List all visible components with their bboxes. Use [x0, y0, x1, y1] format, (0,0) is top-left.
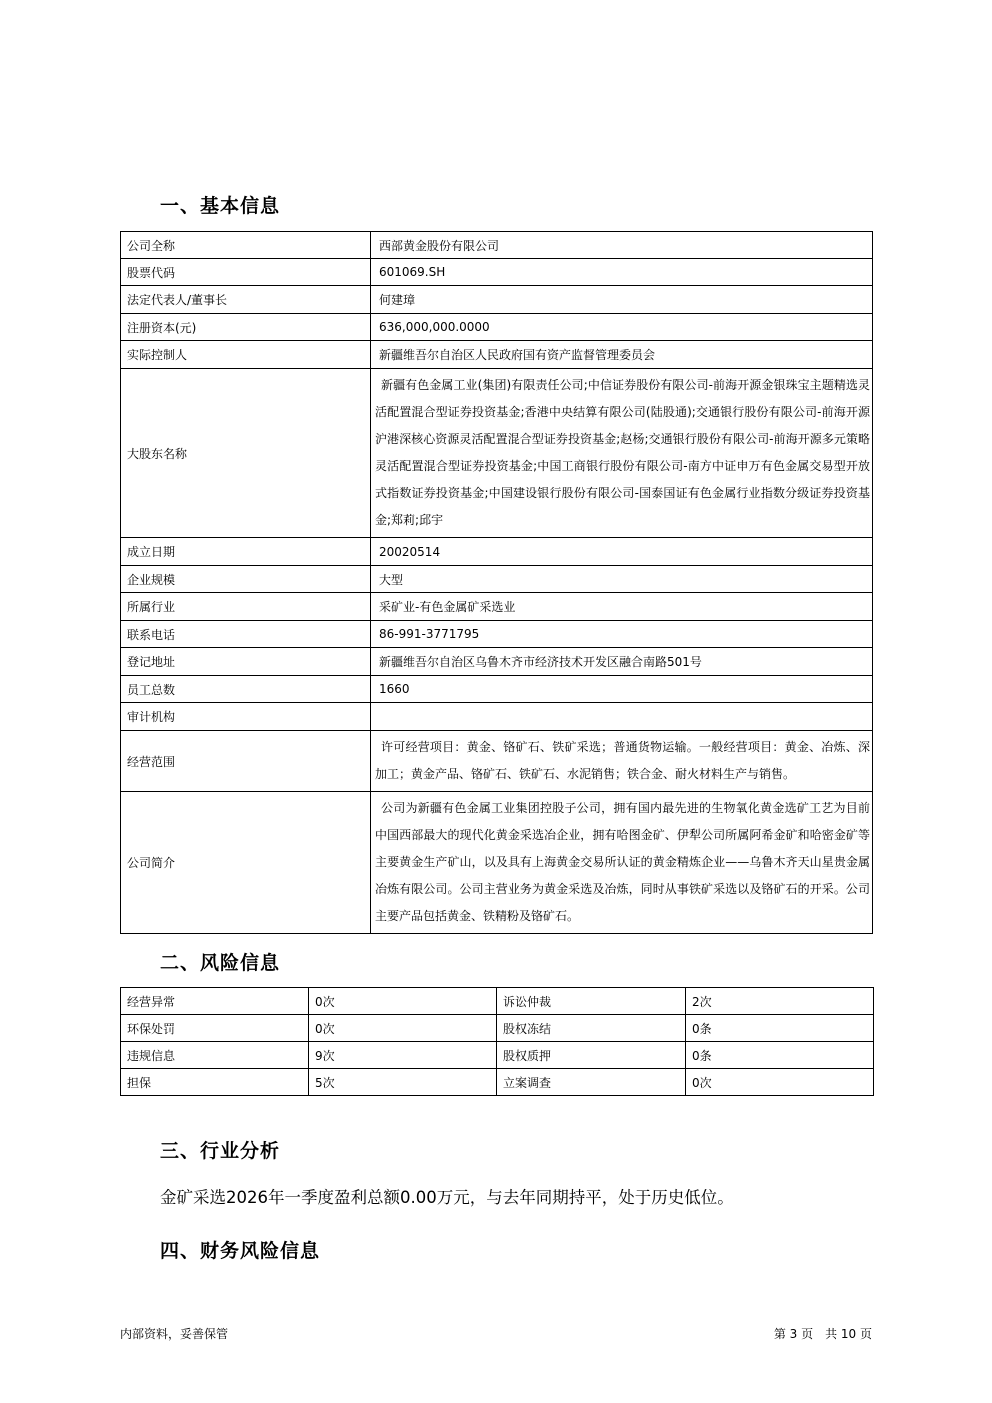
row-value: 大型	[371, 566, 873, 593]
row-label: 实际控制人	[121, 341, 371, 369]
row-label: 公司全称	[121, 232, 371, 259]
row-label: 所属行业	[121, 593, 371, 621]
table-row	[121, 593, 873, 621]
section-heading-risk-info: 二、风险信息	[160, 952, 281, 974]
row-value: 新疆有色金属工业(集团)有限责任公司;中信证券股份有限公司-前海开源金银珠宝主题精选灵活配置混合型证券投资基金;香港中央结算有限公司(陆股通);交通银行股份有限公司-前海开源沪港深核心资源灵活配置混合型证券投资基金;赵杨;交通银行股份有限公司-前海开源多元策略灵活配置混合型证券投资基金;中国工商银行股份有限公司-南方中证申万有色金属交易型开放式指数证券投资基金;中国建设银行股份有限公司-国泰国证有色金属行业指数分级证券投资基金;郑莉;邱宇	[371, 369, 873, 538]
section-heading-financial-risk: 四、财务风险信息	[160, 1240, 321, 1262]
risk-label: 诉讼仲裁	[497, 988, 686, 1015]
risk-value: 0次	[686, 1069, 874, 1096]
row-value: 20020514	[371, 538, 873, 566]
risk-label: 立案调查	[497, 1069, 686, 1096]
row-label: 经营范围	[121, 731, 371, 792]
risk-value: 5次	[309, 1069, 497, 1096]
table-row	[121, 731, 873, 792]
risk-label: 担保	[121, 1069, 309, 1096]
row-label: 注册资本(元)	[121, 314, 371, 341]
table-row	[121, 1042, 874, 1069]
risk-value: 9次	[309, 1042, 497, 1069]
table-row	[121, 232, 873, 259]
section-heading-industry-analysis: 三、行业分析	[160, 1140, 281, 1162]
table-row	[121, 676, 873, 703]
row-value: 86-991-3771795	[371, 621, 873, 648]
row-value: 西部黄金股份有限公司	[371, 232, 873, 259]
row-value: 636,000,000.0000	[371, 314, 873, 341]
risk-value: 0条	[686, 1015, 874, 1042]
row-value: 何建璋	[371, 286, 873, 314]
table-row	[121, 538, 873, 566]
risk-info-table	[120, 987, 874, 1096]
risk-label: 违规信息	[121, 1042, 309, 1069]
row-value: 新疆维吾尔自治区人民政府国有资产监督管理委员会	[371, 341, 873, 369]
risk-label: 股权质押	[497, 1042, 686, 1069]
row-value: 新疆维吾尔自治区乌鲁木齐市经济技术开发区融合南路501号	[371, 648, 873, 676]
table-row	[121, 648, 873, 676]
table-row	[121, 314, 873, 341]
row-value: 公司为新疆有色金属工业集团控股子公司，拥有国内最先进的生物氧化黄金选矿工艺为目前中国西部最大的现代化黄金采选冶企业，拥有哈图金矿、伊犁公司所属阿希金矿和哈密金矿等主要黄金生产矿山，以及具有上海黄金交易所认证的黄金精炼企业——乌鲁木齐天山星贵金属冶炼有限公司。公司主营业务为黄金采选及冶炼，同时从事铁矿采选以及铬矿石的开采。公司主要产品包括黄金、铁精粉及铬矿石。	[371, 792, 873, 934]
risk-label: 股权冻结	[497, 1015, 686, 1042]
table-row	[121, 566, 873, 593]
footer-page-number: 第 3 页 共 10 页	[773, 1327, 872, 1341]
row-label: 股票代码	[121, 259, 371, 286]
row-value: 1660	[371, 676, 873, 703]
row-label: 成立日期	[121, 538, 371, 566]
table-row	[121, 259, 873, 286]
row-label: 联系电话	[121, 621, 371, 648]
risk-value: 0次	[309, 1015, 497, 1042]
row-label: 员工总数	[121, 676, 371, 703]
industry-analysis-text: 金矿采选2026年一季度盈利总额0.00万元，与去年同期持平，处于历史低位。	[160, 1188, 734, 1207]
row-value: 许可经营项目：黄金、铬矿石、铁矿采选；普通货物运输。一般经营项目：黄金、冶炼、深加工；黄金产品、铬矿石、铁矿石、水泥销售；铁合金、耐火材料生产与销售。	[371, 731, 873, 792]
row-label: 企业规模	[121, 566, 371, 593]
table-row	[121, 341, 873, 369]
table-row	[121, 703, 873, 731]
row-value	[371, 703, 873, 731]
row-label: 登记地址	[121, 648, 371, 676]
risk-label: 环保处罚	[121, 1015, 309, 1042]
table-row	[121, 369, 873, 538]
row-label: 大股东名称	[121, 369, 371, 538]
basic-info-table	[120, 231, 873, 934]
risk-value: 2次	[686, 988, 874, 1015]
section-heading-basic-info: 一、基本信息	[160, 195, 281, 217]
table-row	[121, 1015, 874, 1042]
footer-confidential-note: 内部资料，妥善保管	[120, 1327, 229, 1341]
row-value: 601069.SH	[371, 259, 873, 286]
row-label: 法定代表人/董事长	[121, 286, 371, 314]
table-row	[121, 988, 874, 1015]
table-row	[121, 792, 873, 934]
table-row	[121, 621, 873, 648]
risk-value: 0次	[309, 988, 497, 1015]
row-label: 公司简介	[121, 792, 371, 934]
row-value: 采矿业-有色金属矿采选业	[371, 593, 873, 621]
table-row	[121, 286, 873, 314]
table-row	[121, 1069, 874, 1096]
risk-value: 0条	[686, 1042, 874, 1069]
risk-label: 经营异常	[121, 988, 309, 1015]
row-label: 审计机构	[121, 703, 371, 731]
